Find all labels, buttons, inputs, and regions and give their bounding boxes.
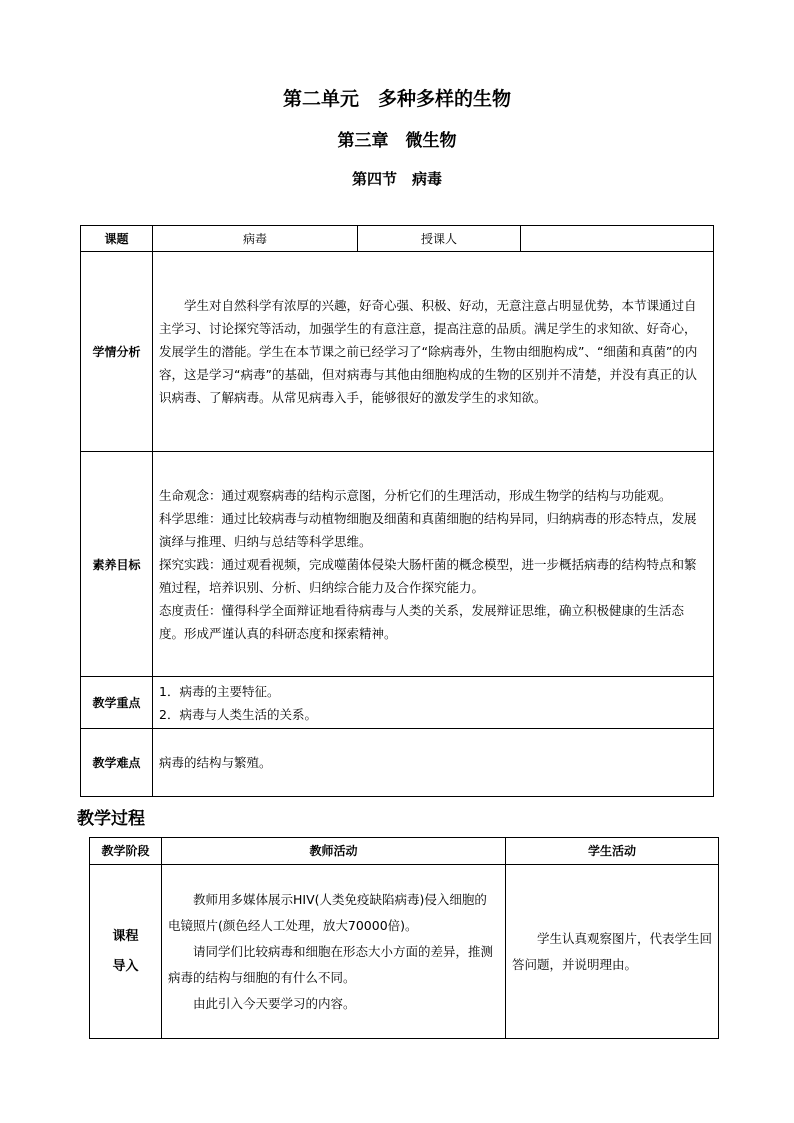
key-point-item: 2．病毒与人类生活的关系。 — [159, 706, 317, 722]
header-teacher: 教师活动 — [162, 838, 506, 865]
section-heading: 第四节 病毒 — [351, 170, 442, 188]
difficulty-text: 病毒的结构与繁殖。 — [159, 755, 272, 770]
goal-item: 探究实践：通过观看视频，完成噬菌体侵染大肠杆菌的概念模型，进一步概括病毒的结构特点和繁殖过程，培养识别、分析、归纳综合能力及合作探究能力。 — [159, 556, 697, 595]
goals-label: 素养目标 — [81, 452, 153, 677]
process-title: 教学过程 — [77, 809, 145, 829]
stage-label: 导入 — [112, 958, 139, 974]
teaching-process-table — [89, 837, 719, 1039]
teacher-value — [521, 226, 714, 252]
teacher-activity: 教师用多媒体展示HIV(人类免疫缺陷病毒)侵入细胞的电镜照片(颜色经人工处理，放大70000倍)。 — [168, 891, 487, 933]
goal-item: 科学思维：通过比较病毒与动植物细胞及细菌和真菌细胞的结构异同，归纳病毒的形态特点，发展演绎与推理、归纳与总结等科学思维。 — [159, 510, 697, 549]
table-row — [90, 865, 719, 1039]
header-student: 学生活动 — [506, 838, 719, 865]
unit-heading: 第二单元 多种多样的生物 — [282, 88, 511, 110]
teacher-label: 授课人 — [358, 226, 521, 252]
analysis-text: 学生对自然科学有浓厚的兴趣，好奇心强、积极、好动，无意注意占明显优势，本节课通过自主学习、讨论探究等活动，加强学生的有意注意，提高注意的品质。满足学生的求知欲、好奇心，发展学生的潜能。学生在本节课之前已经学习了“除病毒外，生物由细胞构成”、“细菌和真菌”的内容，这是学习“病毒”的基础，但对病毒与其他由细胞构成的生物的区别并不清楚，并没有真正的认识病毒、了解病毒。从常见病毒入手，能够很好的激发学生的求知欲。 — [159, 298, 698, 405]
header-stage: 教学阶段 — [90, 838, 162, 865]
student-activity: 学生认真观察图片，代表学生回答问题，并说明理由。 — [512, 930, 713, 972]
teacher-activity: 由此引入今天要学习的内容。 — [193, 995, 356, 1011]
analysis-label: 学情分析 — [81, 252, 153, 452]
stage-label: 课程 — [112, 928, 139, 944]
difficulty-label: 教学难点 — [81, 729, 153, 797]
goal-item: 态度责任：懂得科学全面辩证地看待病毒与人类的关系，发展辩证思维，确立积极健康的生活态度。形成严谨认真的科研态度和探索精神。 — [159, 602, 685, 641]
topic-label: 课题 — [81, 226, 153, 252]
lesson-info-table — [80, 225, 714, 797]
key-point-item: 1．病毒的主要特征。 — [159, 683, 280, 699]
teacher-activity: 请同学们比较病毒和细胞在形态大小方面的差异，推测病毒的结构与细胞的有什么不同。 — [168, 943, 494, 985]
chapter-heading: 第三章 微生物 — [337, 131, 457, 151]
key-points-label: 教学重点 — [81, 677, 153, 729]
goal-item: 生命观念：通过观察病毒的结构示意图，分析它们的生理活动，形成生物学的结构与功能观。 — [159, 487, 672, 503]
topic-value: 病毒 — [153, 226, 358, 252]
